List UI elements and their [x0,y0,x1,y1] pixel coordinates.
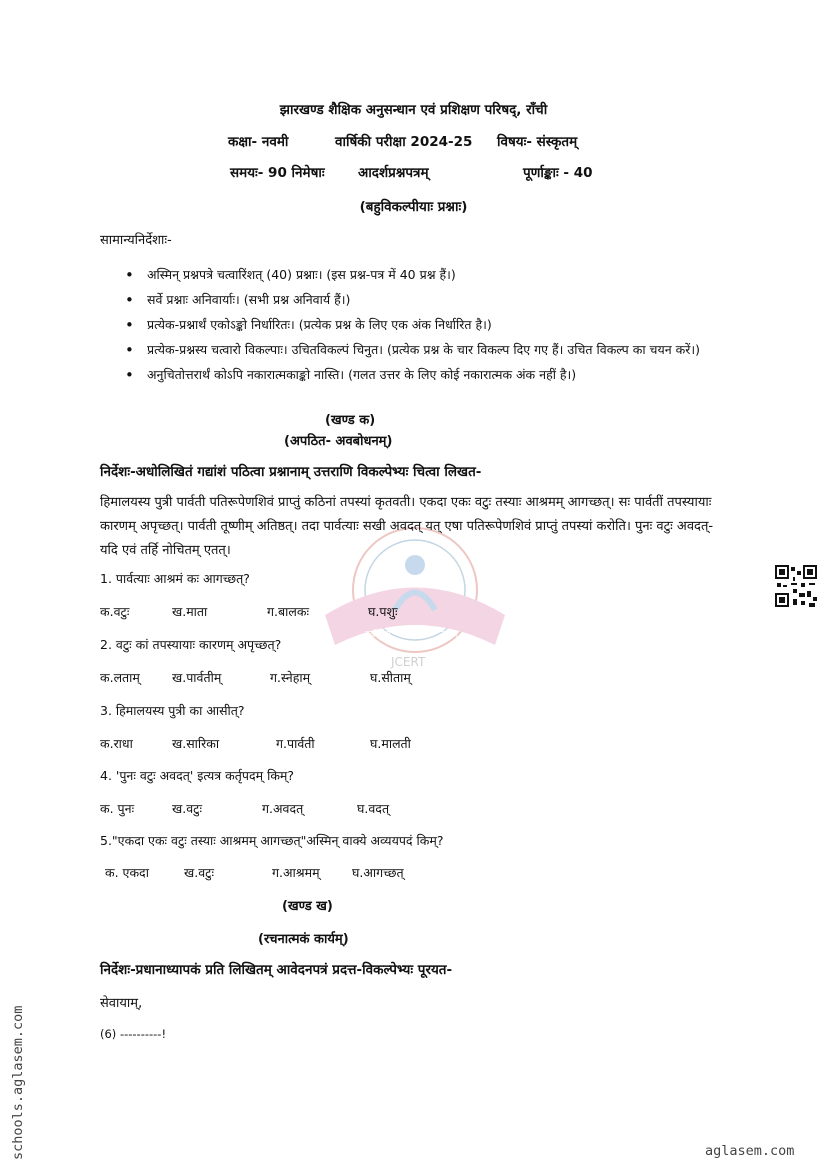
option-b: ख.माता [172,604,208,619]
instructions-list [125,264,725,389]
question-4: 4. 'पुनः वटुः अवदत्' इत्यत्र कर्तृपदम् किम्? [100,768,295,783]
option-d: घ.सीताम् [370,670,411,685]
salutation: सेवायाम्, [100,996,143,1011]
question-5: 5."एकदा एकः वटुः तस्याः आश्रमम् आगच्छत्"अस्मिन् वाक्ये अव्ययपदं किम्? [100,833,444,848]
section-b-title: (रचनात्मकं कार्यम्) [258,932,349,947]
option-b: ख.सारिका [172,736,220,751]
option-b: ख.पार्वतीम् [172,670,222,685]
class-label: कक्षा- नवमी [228,134,289,150]
instruction-item: • सर्वे प्रश्नाः अनिवार्याः। (सभी प्रश्न अनिवार्य हैं।) [125,289,725,311]
board-title: झारखण्ड शैक्षिक अनुसन्धान एवं प्रशिक्षण परिषद्, राँची [279,102,548,118]
option-d: घ.मालती [370,736,411,751]
full-marks-label: पूर्णाङ्काः - 40 [523,165,593,181]
option-a: क. पुनः [100,801,135,816]
question-2: 2. वटुः कां तपस्यायाः कारणम् अपृच्छत्? [100,637,282,652]
instruction-item: • अस्मिन् प्रश्नपत्रे चत्वारिंशत् (40) प्रश्नाः। (इस प्रश्न-पत्र में 40 प्रश्न हैं।) [125,264,725,286]
jcert-text: JCERT [391,655,426,669]
passage: हिमालयस्य पुत्री पार्वती पतिरूपेणशिवं प्राप्तुं कठिनां तपस्यां कृतवती। एकदा एकः वटुः तस्याः आश्रमम् आगच्छत्। सः पार्वतीं तपस्यायाः कारणम् अपृच्छत्। पार्वती तूष्णीम् अतिष्ठत्। तदा पार्वत्याः सखी अवदत् यत् एषा पतिरूपेणशिवं प्राप्तुं तपस्यां करोति। पुनः वटुः अवदत्- यदि एवं तर्हि नोचितम् एतत्। [100,495,714,558]
option-c: ग.स्नेहाम् [270,670,311,685]
section-b-direction: निर्देशः-प्रधानाध्यापकं प्रति लिखितम् आवेदनपत्रं प्रदत्त-विकल्पेभ्यः पूरयत- [100,962,453,978]
option-a: क.लताम् [100,670,140,685]
option-d: घ.पशुः [368,604,398,619]
exam-label: वार्षिकी परीक्षा 2024-25 [335,134,473,150]
option-c: ग.अवदत् [262,801,304,816]
qr-code-icon [775,565,817,607]
section-a-direction: निर्देशः-अधोलिखितं गद्यांशं पठित्वा प्रश्नानाम् उत्तराणि विकल्पेभ्यः चित्वा लिखत- [100,464,482,480]
option-a: क.राधा [100,736,133,751]
instruction-item: • प्रत्येक-प्रश्नस्य चत्वारो विकल्पाः। उचितविकल्पं चिनुत। (प्रत्येक प्रश्न के चार विकल्प दिए गए हैं। उचित विकल्प का चयन करें।) [125,339,725,361]
motto-text-1: नवोन्मेष [365,630,391,640]
option-b: ख.वटुः [172,801,202,816]
mcq-heading: (बहुविकल्पीयाः प्रश्नाः) [359,199,468,215]
site-watermark-left: schools.aglasem.com [10,1005,26,1160]
subject-label: विषयः- संस्कृतम् [497,134,578,150]
option-d: घ.वदत् [357,801,390,816]
fill-blank-6: (6) ----------! [100,1027,167,1041]
paper-type-label: आदर्शप्रश्नपत्रम् [358,165,429,181]
option-c: ग.बालकः [267,604,309,619]
instruction-item: • अनुचितोत्तरार्थं कोऽपि नकारात्मकाङ्को नास्ति। (गलत उत्तर के लिए कोई नकारात्मक अंक नहीं है।) [125,364,725,386]
motto-text-3: नेतृत्व [440,630,458,640]
question-3: 3. हिमालयस्य पुत्री का आसीत्? [100,703,245,718]
instructions-heading: सामान्यनिर्देशाः- [100,233,172,248]
option-c: ग.पार्वती [276,736,315,751]
motto-text-2: शोध [405,630,419,640]
time-label: समयः- 90 निमेषाः [230,165,325,181]
section-a-label: (खण्ड क) [325,413,376,428]
question-1: 1. पार्वत्याः आश्रमं कः आगच्छत्? [100,571,250,586]
option-b: ख.वटुः [184,865,214,880]
option-a: क. एकदा [105,865,149,880]
option-a: क.वटुः [100,604,130,619]
option-d: घ.आगच्छत् [352,865,404,880]
option-c: ग.आश्रमम् [272,865,320,880]
instruction-item: • प्रत्येक-प्रश्नार्थं एकोऽङ्को निर्धारितः। (प्रत्येक प्रश्न के लिए एक अंक निर्धारित है।) [125,314,725,336]
section-a-title: (अपठित- अवबोधनम्) [284,434,393,449]
section-b-label: (खण्ड ख) [282,899,333,914]
site-watermark-right: aglasem.com [705,1143,795,1159]
